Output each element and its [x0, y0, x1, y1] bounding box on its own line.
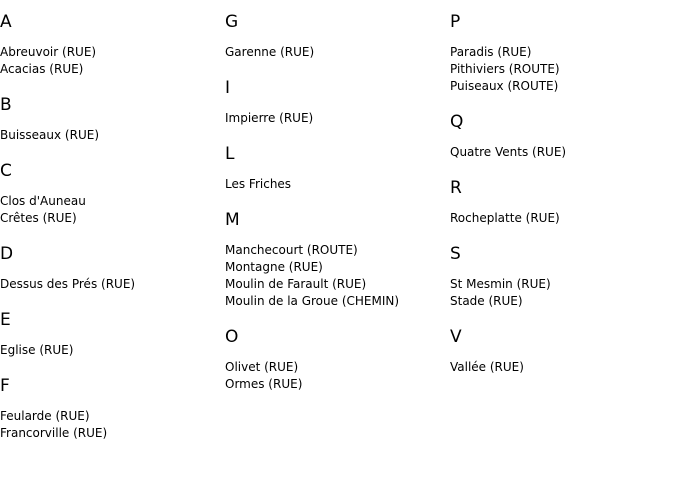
letter-heading: L: [225, 144, 235, 164]
street-link[interactable]: Acacias (RUE): [0, 62, 84, 76]
street-link[interactable]: Les Friches: [225, 177, 292, 191]
letter-heading: D: [0, 244, 14, 264]
street-link[interactable]: Abreuvoir (RUE): [0, 45, 97, 59]
letter-heading: Q: [450, 112, 464, 132]
street-link[interactable]: Moulin de Farault (RUE): [225, 277, 367, 291]
street-link[interactable]: Dessus des Prés (RUE): [0, 277, 136, 291]
street-link[interactable]: Feularde (RUE): [0, 409, 90, 423]
letter-group: [450, 232, 675, 315]
letter-group: [225, 198, 450, 315]
letter-heading: R: [450, 178, 462, 198]
street-link[interactable]: Buisseaux (RUE): [0, 128, 99, 142]
group-spacer: [0, 442, 225, 447]
street-link[interactable]: Stade (RUE): [450, 294, 523, 308]
street-link[interactable]: Moulin de la Groue (CHEMIN): [225, 294, 400, 308]
street-link[interactable]: Montagne (RUE): [225, 260, 323, 274]
group-spacer: [450, 376, 675, 381]
street-link[interactable]: Ormes (RUE): [225, 377, 303, 391]
letter-heading: C: [0, 161, 12, 181]
letter-group: [0, 298, 225, 364]
street-link[interactable]: St Mesmin (RUE): [450, 277, 551, 291]
street-link[interactable]: Crêtes (RUE): [0, 211, 77, 225]
letter-heading: G: [225, 12, 239, 32]
street-link[interactable]: Paradis (RUE): [450, 45, 532, 59]
letter-heading: F: [0, 376, 10, 396]
street-link[interactable]: Puiseaux (ROUTE): [450, 79, 559, 93]
index-column-3: [450, 0, 675, 381]
street-link[interactable]: Vallée (RUE): [450, 360, 524, 374]
letter-group: [225, 132, 450, 198]
street-link[interactable]: Rocheplatte (RUE): [450, 211, 560, 225]
letter-group: [0, 83, 225, 149]
street-link[interactable]: Quatre Vents (RUE): [450, 145, 567, 159]
letter-heading: E: [0, 310, 11, 330]
street-link[interactable]: Olivet (RUE): [225, 360, 299, 374]
letter-group: [225, 66, 450, 132]
letter-group: [450, 166, 675, 232]
letter-group: [225, 315, 450, 398]
letter-group: [225, 0, 450, 66]
letter-group: [0, 149, 225, 232]
letter-group: [450, 315, 675, 381]
letter-heading: A: [0, 12, 12, 32]
street-link[interactable]: Francorville (RUE): [0, 426, 108, 440]
index-column-2: [225, 0, 450, 398]
letter-heading: V: [450, 327, 462, 347]
letter-heading: S: [450, 244, 461, 264]
street-link[interactable]: Impierre (RUE): [225, 111, 314, 125]
index-column-1: [0, 0, 225, 447]
letter-group: [0, 232, 225, 298]
letter-heading: I: [225, 78, 231, 98]
street-link[interactable]: Garenne (RUE): [225, 45, 315, 59]
street-link[interactable]: Eglise (RUE): [0, 343, 74, 357]
street-link[interactable]: Pithiviers (ROUTE): [450, 62, 560, 76]
letter-heading: B: [0, 95, 12, 115]
street-link[interactable]: Manchecourt (ROUTE): [225, 243, 358, 257]
letter-heading: M: [225, 210, 240, 230]
letter-group: [450, 0, 675, 100]
letter-group: [450, 100, 675, 166]
letter-group: [0, 364, 225, 447]
letter-heading: O: [225, 327, 239, 347]
letter-group: [0, 0, 225, 83]
letter-heading: P: [450, 12, 461, 32]
group-spacer: [225, 393, 450, 398]
street-link[interactable]: Clos d'Auneau: [0, 194, 86, 208]
